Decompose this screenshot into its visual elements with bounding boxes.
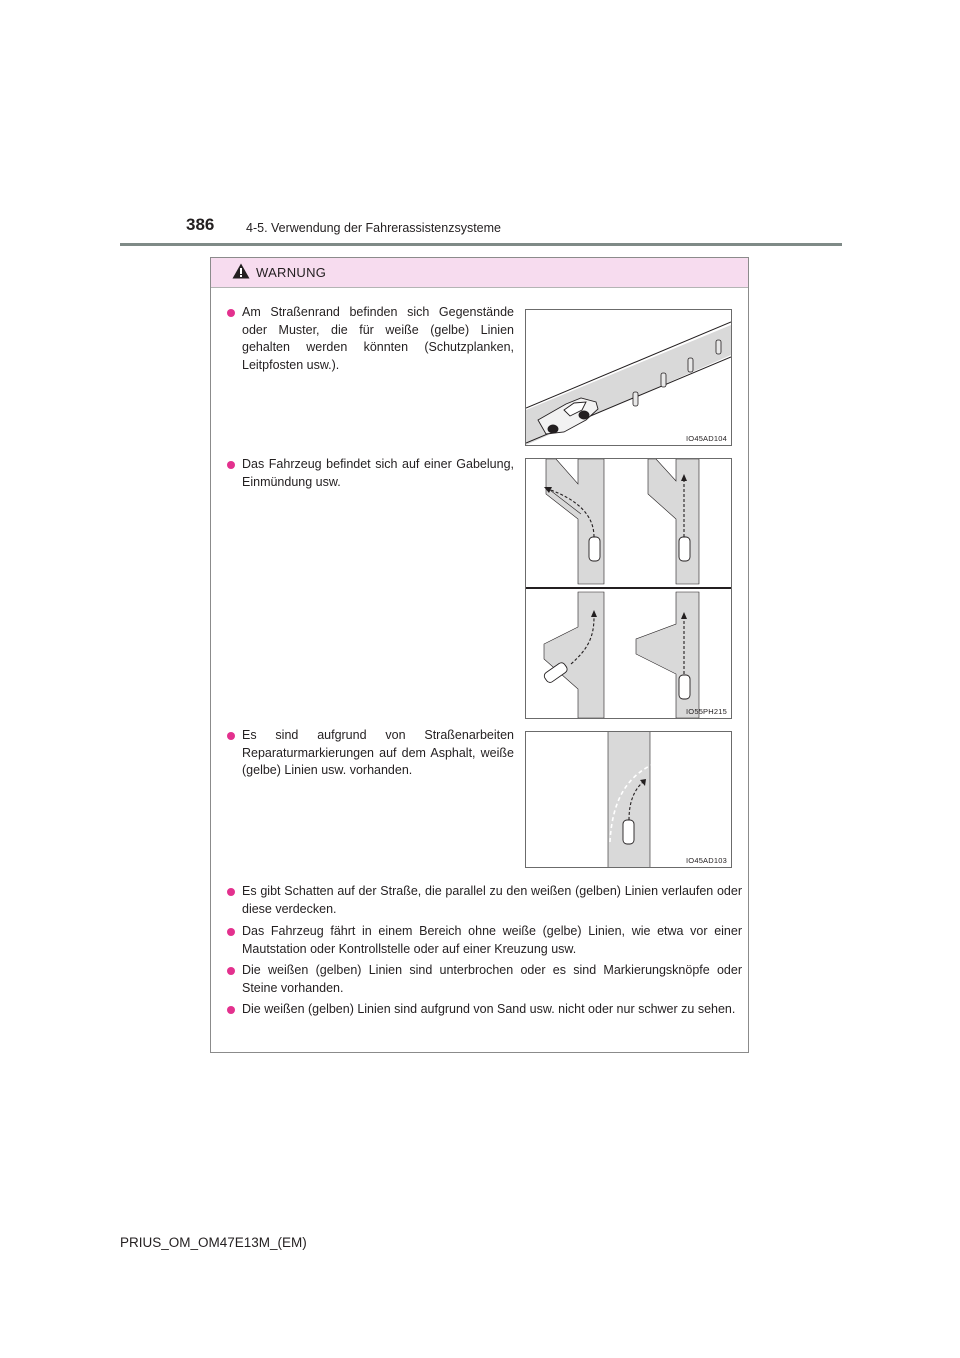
bullet-text: Am Straßenrand befinden sich Gegenstände oder Muster, die für weiße (gelbe) Linien gehalten werden könnten (Schutzplanken, Leitpfosten usw.). [242,305,514,372]
figure-code: IO45AD104 [686,434,727,443]
bullet-text: Das Fahrzeug befindet sich auf einer Gabelung, Einmündung usw. [242,457,514,489]
bullet-text: Es sind aufgrund von Straßenarbeiten Reparaturmarkierungen auf dem Asphalt, weiße (gelbe) Linien usw. vorhanden. [242,728,514,777]
bullet-text: Das Fahrzeug fährt in einem Bereich ohne weiße (gelbe) Linien, wie etwa vor einer Mautstation oder Kontrollstelle oder auf einer Kreuzung usw. [242,924,742,956]
figure-guardrail [525,309,732,446]
bullet-dot [227,1006,235,1014]
bullet-dot [227,967,235,975]
bullet-text: Die weißen (gelben) Linien sind unterbrochen oder es sind Markierungsknöpfe oder Steine vorhanden. [242,963,742,995]
figure-fork [525,458,732,719]
bullet-dot [227,928,235,936]
figure-repair-markings [525,731,732,868]
bullet-dot [227,461,235,469]
figure-code: IO45AD103 [686,856,727,865]
header-rule [120,243,842,246]
warning-triangle-icon [232,263,250,279]
bullet-dot [227,732,235,740]
road-fork-junction-illustration [526,459,731,718]
page-number: 386 [186,215,215,234]
section-title: 4-5. Verwendung der Fahrerassistenzsysteme [246,221,501,235]
warning-title: WARNUNG [256,265,327,280]
repair-markings-illustration [526,732,731,867]
bullet-dot [227,888,235,896]
car-near-guardrail-posts-illustration [526,310,731,445]
bullet-text: Es gibt Schatten auf der Straße, die parallel zu den weißen (gelben) Linien verlaufen oder diese verdecken. [242,884,742,916]
figure-code: IO55PH215 [686,707,727,716]
bullet-dot [227,309,235,317]
bullet-text: Die weißen (gelben) Linien sind aufgrund von Sand usw. nicht oder nur schwer zu sehen. [242,1002,736,1016]
document-code: PRIUS_OM_OM47E13M_(EM) [120,1235,307,1250]
